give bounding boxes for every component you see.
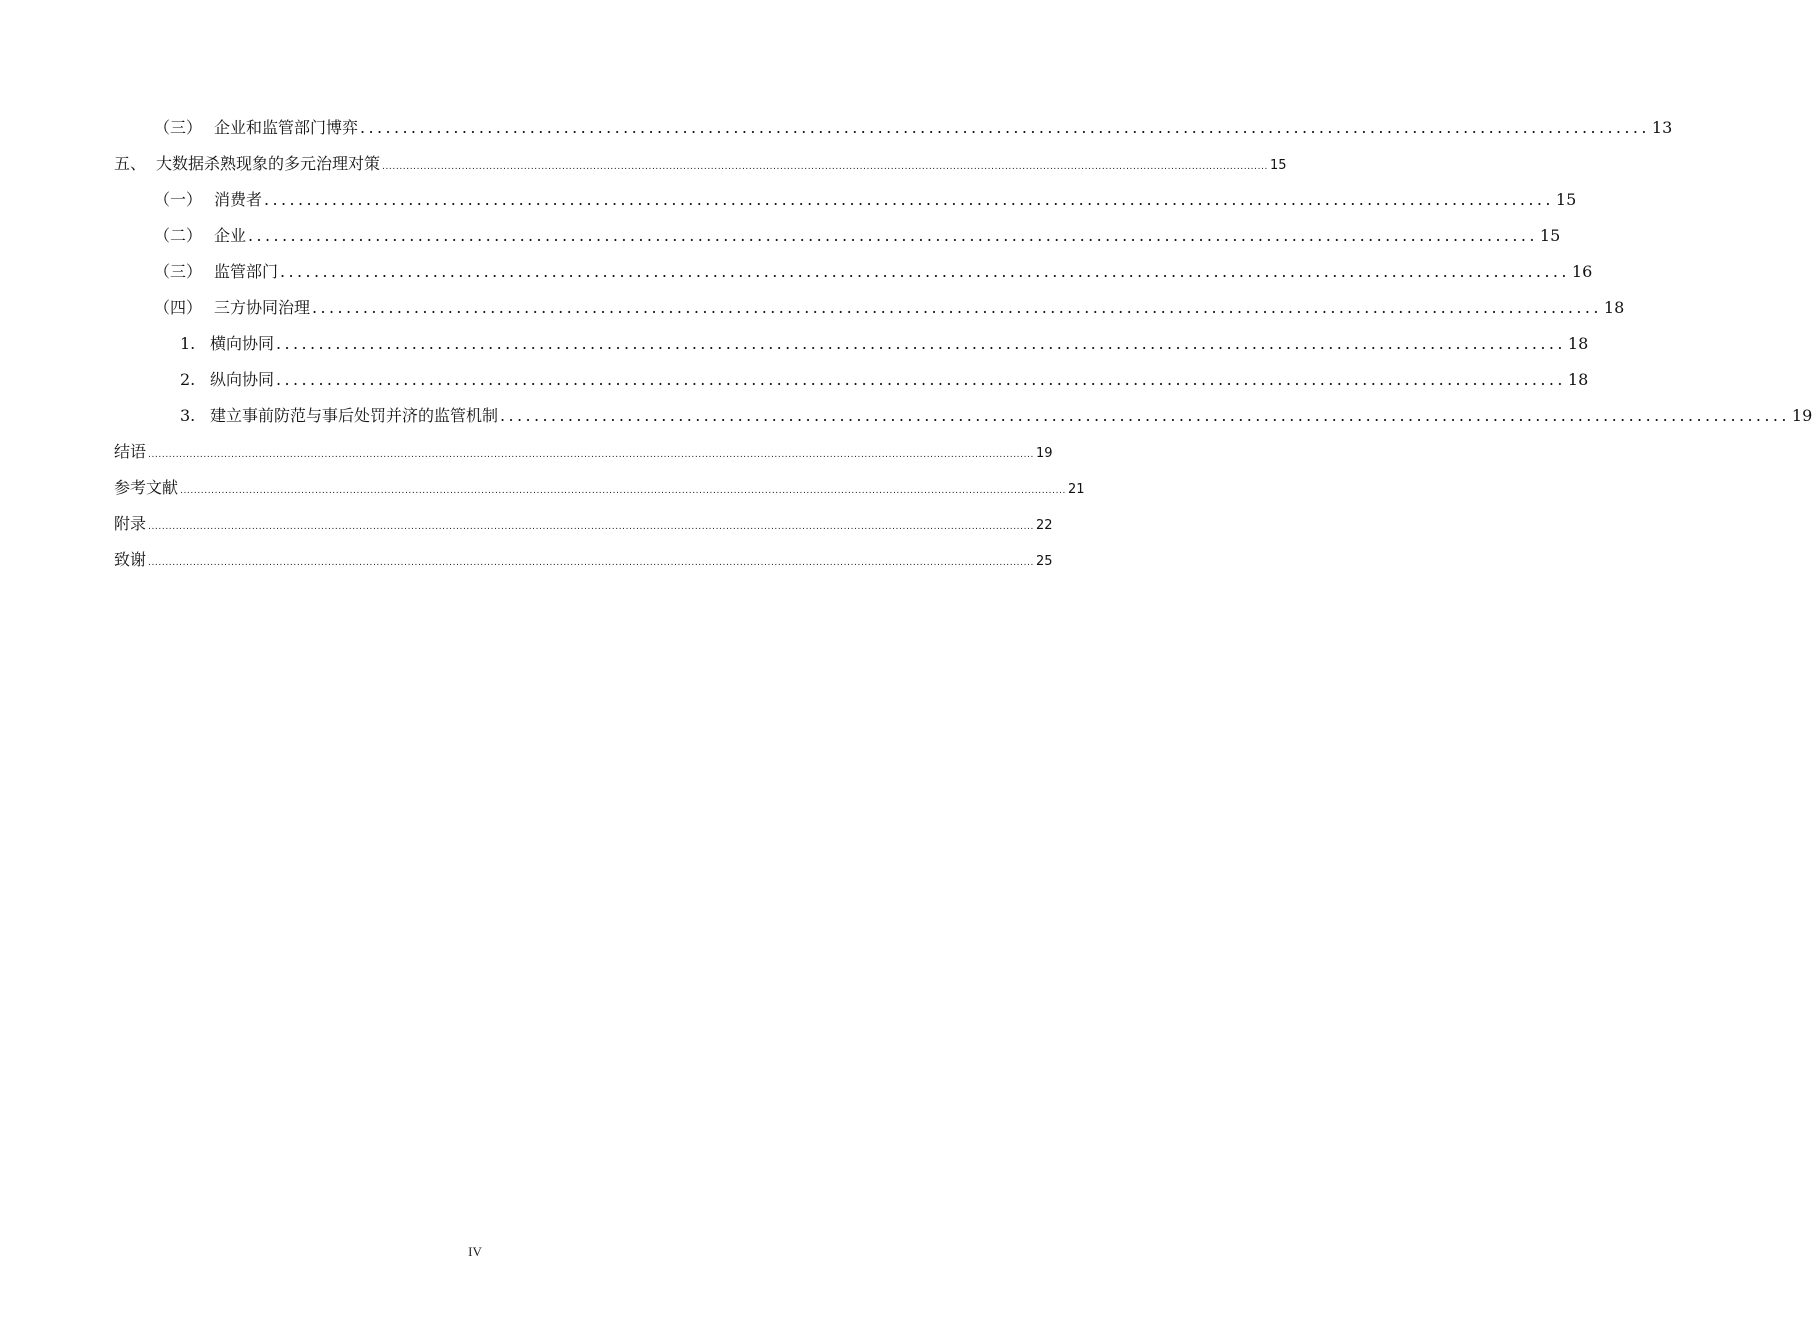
toc-entry[interactable] (114, 182, 1577, 218)
toc-entry-page: 16 (1571, 262, 1593, 281)
toc-entry-number: 3. (180, 406, 196, 425)
toc-entry-number: 2. (180, 370, 196, 389)
toc-entry-page: 19 (1036, 446, 1053, 461)
toc-entry[interactable] (114, 290, 1625, 326)
toc-entry-title: 大数据杀熟现象的多元治理对策 (156, 154, 381, 173)
toc-entry-title: 消费者 (214, 190, 263, 209)
toc-leader-dots: ........................................................................................................................................................ (276, 370, 1566, 389)
toc-entry[interactable] (114, 254, 1593, 290)
toc-entry-number: （二） (154, 226, 203, 245)
toc-entry-number: 1. (180, 334, 196, 353)
toc-entry-title: 结语 (114, 442, 147, 461)
toc-entry-page: 22 (1036, 518, 1053, 533)
toc-entry-page: 15 (1539, 226, 1561, 245)
page-number-footer: IV (468, 1244, 482, 1259)
toc-entry-number: （四） (154, 298, 203, 317)
toc-entry-title: 纵向协同 (210, 370, 275, 389)
toc-entry-number: （三） (154, 262, 203, 281)
toc-entry-page: 25 (1036, 554, 1053, 569)
toc-entry-title: 监管部门 (214, 262, 279, 281)
toc-entry-page: 15 (1555, 190, 1577, 209)
toc-entry-page: 15 (1270, 158, 1287, 173)
toc-leader-dots: ........................................................................................................................................................ (264, 190, 1554, 209)
toc-entry[interactable] (114, 506, 1053, 542)
toc-entry[interactable] (114, 542, 1053, 578)
toc-entry-number: 五、 (114, 154, 147, 173)
toc-entry[interactable] (114, 362, 1589, 398)
toc-entry[interactable] (114, 110, 1673, 146)
toc-entry[interactable] (114, 326, 1589, 362)
toc-leader-dots: ................................................................................................................................................................................................................................................................ (382, 162, 1268, 172)
toc-entry[interactable] (114, 398, 1812, 434)
toc-leader-dots: ................................................................................................................................................................................................................................................................ (148, 450, 1034, 460)
toc-entry-title: 企业和监管部门博弈 (214, 118, 359, 137)
toc-leader-dots: ................................................................................................................................................................................................................................................................ (148, 522, 1034, 532)
toc-entry-page: 18 (1567, 334, 1589, 353)
toc-entry-page: 13 (1651, 118, 1673, 137)
toc-entry-title: 附录 (114, 514, 147, 533)
toc-leader-dots: ........................................................................................................................................................ (312, 298, 1602, 317)
toc-entry[interactable] (114, 434, 1053, 470)
toc-leader-dots: ........................................................................................................................................................ (276, 334, 1566, 353)
toc-entry-number: （一） (154, 190, 203, 209)
toc-leader-dots: ........................................................................................................................................................ (248, 226, 1538, 245)
toc-entry[interactable] (114, 470, 1085, 506)
toc-entry-title: 参考文献 (114, 478, 179, 497)
toc-entry-page: 18 (1603, 298, 1625, 317)
toc-entry-title: 三方协同治理 (214, 298, 311, 317)
toc-entry-title: 企业 (214, 226, 247, 245)
toc-entry-page: 18 (1567, 370, 1589, 389)
toc-entry-page: 19 (1791, 406, 1812, 425)
toc-entry[interactable] (114, 146, 1287, 182)
toc-entry-title: 建立事前防范与事后处罚并济的监管机制 (210, 406, 499, 425)
toc-entry-title: 致谢 (114, 550, 147, 569)
toc-entry-page: 21 (1068, 482, 1085, 497)
toc-leader-dots: ........................................................................................................................................................ (280, 262, 1570, 281)
toc-entry-title: 横向协同 (210, 334, 275, 353)
toc-leader-dots: ................................................................................................................................................................................................................................................................ (180, 486, 1066, 496)
toc-leader-dots: ................................................................................................................................................................................................................................................................ (148, 558, 1034, 568)
table-of-contents (114, 110, 1812, 578)
toc-leader-dots: ........................................................................................................................................................ (360, 118, 1650, 137)
toc-entry-number: （三） (154, 118, 203, 137)
toc-leader-dots: ........................................................................................................................................................ (500, 406, 1790, 425)
toc-entry[interactable] (114, 218, 1561, 254)
